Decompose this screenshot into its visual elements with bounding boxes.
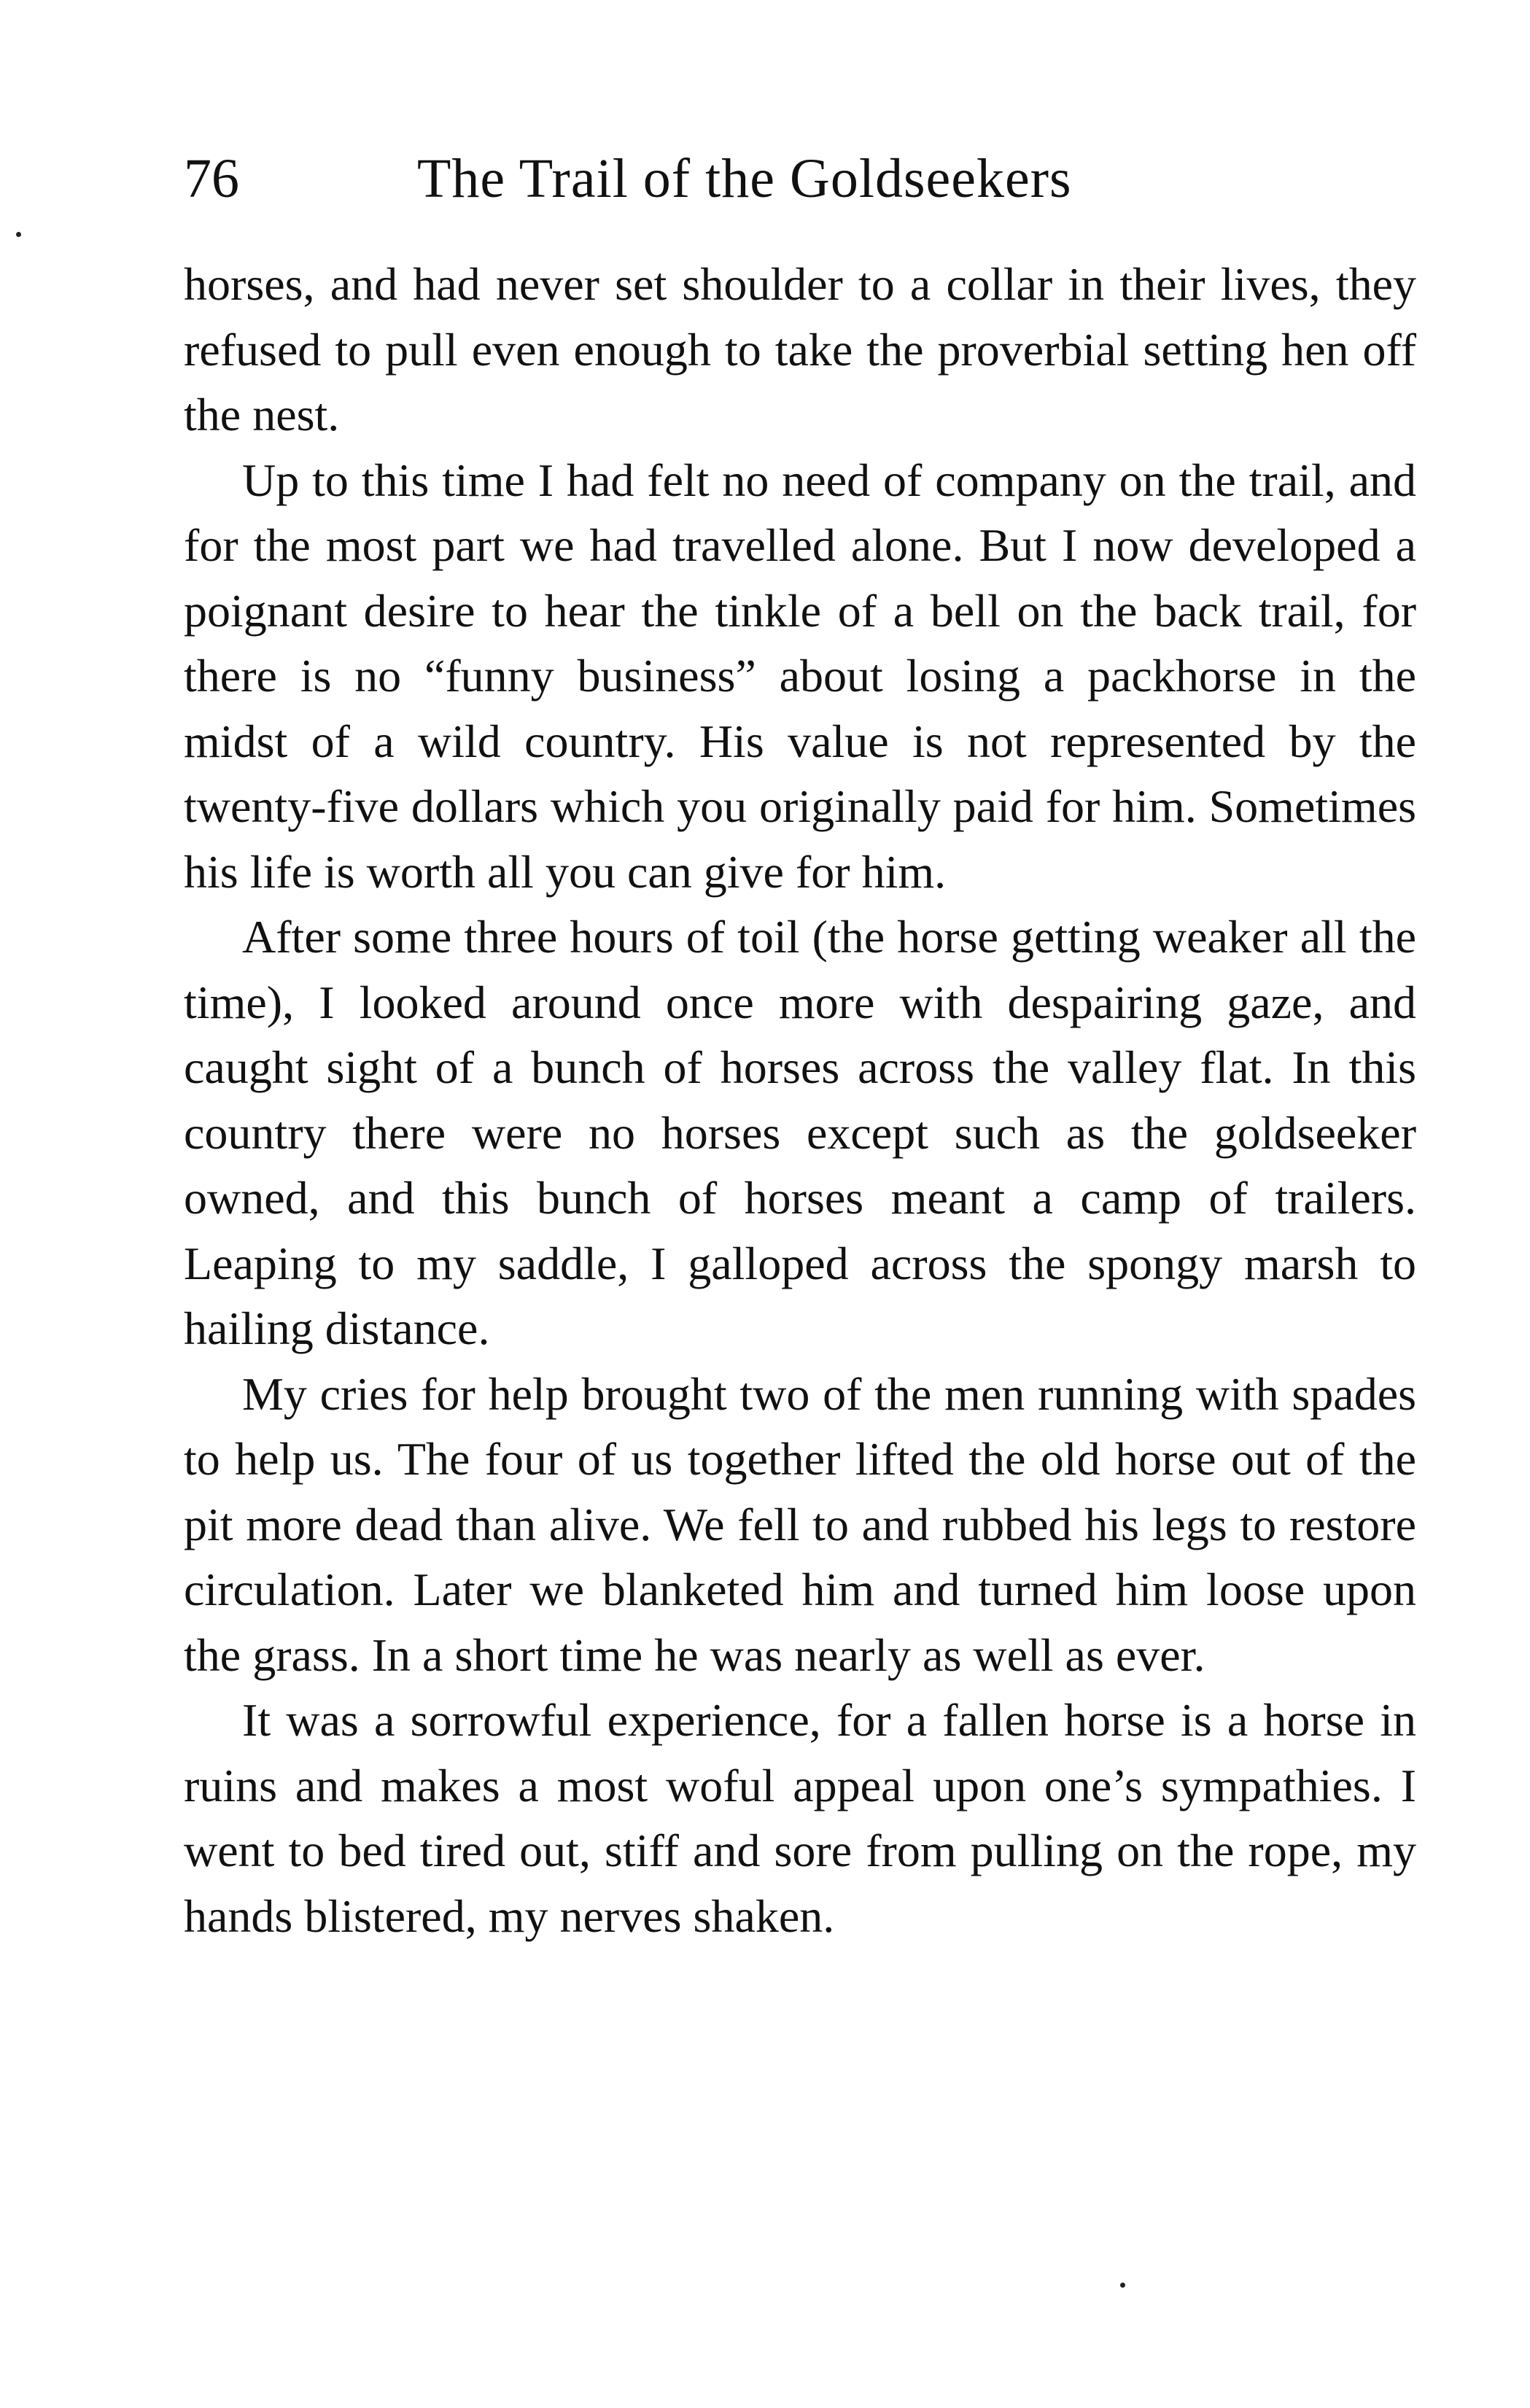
page-header	[184, 139, 1394, 219]
body-text	[184, 252, 1416, 1949]
paragraph-continuation: horses, and had never set shoulder to a collar in their lives, they refused to pull even enough to take the proverbial setting hen off the nest.	[184, 258, 1416, 440]
running-head: The Trail of the Goldseekers	[417, 148, 1072, 209]
paragraph-three-hours-toil: After some three hours of toil (the horse getting weaker all the time), I looked around once more with despairing gaze, and caught sight of a bunch of horses across the valley flat. In this country there were no horses except such as the goldseeker owned, and this bunch of horses meant a camp of trailers. Leaping to my saddle, I galloped across the spongy marsh to hailing distance.	[184, 911, 1416, 1354]
scan-speck	[16, 232, 21, 237]
page-number: 76	[184, 148, 239, 209]
paragraph-cries-for-help: My cries for help brought two of the men running with spades to help us. The four of us together lifted the old horse out of the pit more dead than alive. We fell to and rubbed his legs to restore circulation. Later we blanketed him and turned him loose upon the grass. In a short time he was nearly as well as ever.	[184, 1367, 1416, 1681]
scan-speck	[1120, 2283, 1125, 2288]
paragraph-company-on-trail: Up to this time I had felt no need of company on the trail, and for the most part we had travelled alone. But I now developed a poignant desire to hear the tinkle of a bell on the back trail, for there is no “funny business” about losing a packhorse in the midst of a wild country. His value is not represented by the twenty-five dollars which you originally paid for him. Sometimes his life is worth all you can give for him.	[184, 454, 1416, 898]
paragraph-sorrowful-experience: It was a sorrowful experience, for a fallen horse is a horse in ruins and makes a most woful appeal upon one’s sympathies. I went to bed tired out, stiff and sore from pulling on the rope, my hands blistered, my nerves shaken.	[184, 1694, 1416, 1942]
